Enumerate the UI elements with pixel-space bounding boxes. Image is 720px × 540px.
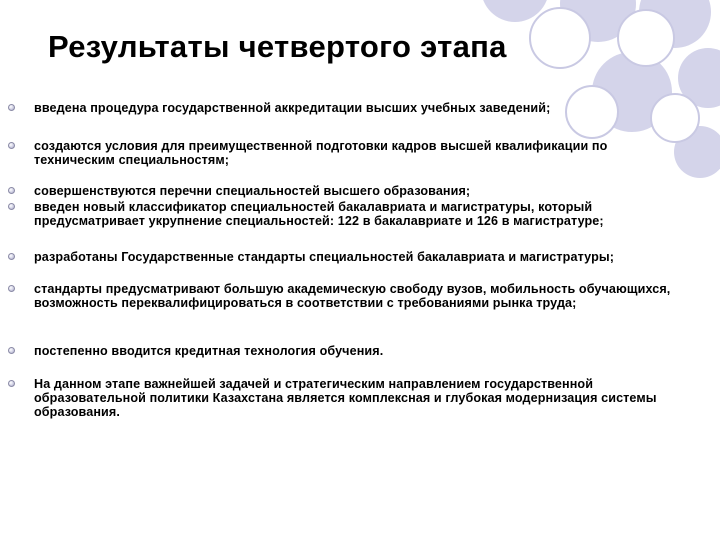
page-title: Результаты четвертого этапа (48, 29, 507, 64)
decor-circle (678, 48, 720, 108)
circle-bullet-icon (8, 187, 15, 194)
circle-bullet-icon (8, 104, 15, 111)
list-item: постепенно вводится кредитная технология обучения. (34, 344, 384, 358)
circle-bullet-icon (8, 380, 15, 387)
circle-bullet-icon (8, 347, 15, 354)
decor-ring (618, 10, 674, 66)
list-item: совершенствуются перечни специальностей высшего образования; (34, 184, 471, 198)
circle-bullet-icon (8, 142, 15, 149)
list-item: введен новый классификатор специальностей бакалавриата и магистратуры, который предусматривает укрупнение специальностей: 122 в бакалавриате и 126 в магистратуре; (34, 200, 604, 228)
decor-circle (639, 0, 711, 48)
decor-circle (592, 52, 672, 132)
circle-bullet-icon (8, 285, 15, 292)
decor-circle (560, 0, 636, 42)
circle-bullet-icon (8, 203, 15, 210)
list-item: создаются условия для преимущественной подготовки кадров высшей квалификации по техническим специальностям; (34, 139, 608, 167)
decor-circle (481, 0, 549, 22)
list-item: стандарты предусматривают большую академическую свободу вузов, мобильность обучающихся, возможность переквалифицироваться в соответствии с требованиями рынка труда; (34, 282, 671, 310)
circle-bullet-icon (8, 253, 15, 260)
list-item: введена процедура государственной аккредитации высших учебных заведений; (34, 101, 551, 115)
list-item: На данном этапе важнейшей задачей и стратегическим направлением государственной образовательной политики Казахстана является комплексная и глубокая модернизация системы образования. (34, 377, 657, 419)
list-item: разработаны Государственные стандарты специальностей бакалавриата и магистратуры; (34, 250, 615, 264)
